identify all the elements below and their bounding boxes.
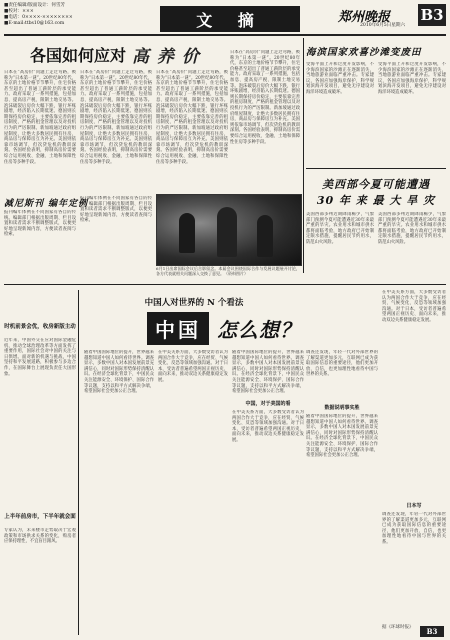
article-5-body: 近年来，中国外交在应对国际金融危机、推动全球治理改革等方面发挥了重要作用，国际社会对中国的关注与日俱增。面对新的机遇与挑战，中国坚持和平发展道路，积极参与多边合作，在国际舞台上展现负责任大国形象。 bbox=[4, 338, 76, 377]
section-banner: 文 摘 bbox=[160, 6, 300, 32]
photo-figure-left bbox=[179, 213, 195, 253]
article-4-body-col2: 报刊编年体例在不同国家有各自的传统。编辑部门根据出版周期、栏目设置和读者需求不断调整版式，以便更好地呈现新闻内容，方便读者查阅与检索。 bbox=[80, 196, 152, 224]
photo-caption: 6月1日出席国际会议后合影留念。本届会议围绕国际合作与发展议题展开讨论，各方代表就相关问题深入交换了意见。（资料图片） bbox=[156, 266, 300, 276]
article-6-subhead-1: 中国，对于美国的看 bbox=[245, 401, 291, 407]
news-photo bbox=[156, 194, 302, 266]
editor-line: ■责任编辑/版面设计：何雪芳 bbox=[4, 3, 66, 8]
article-1-title-text: 各国如何应对 bbox=[30, 45, 127, 65]
article-6-body-col3: 随着中国国际地位的提升，世界越来越想知道中国人如何看待世界。调查显示，多数中国人对本国发展前景充满信心，同时对国际形势保持清醒认识。在经济全球化背景下，中国民众关注能源安全、环境保护、国际合作等议题，支持以和平方式解决争端，希望国际社会更加公正合理。 bbox=[232, 350, 304, 395]
article-1-body-col4: 日本在“高房价”问题上走过弯路，被称为“日本第一谜”。20世纪80年代，东京的土地价格节节攀升，住宅价格甚至超出了普通工薪阶层的承受能力。政府采取了一系列措施，包括加息、提高房产税、限制土地交易等。泡沫破裂后房价大幅下跌，银行坏账剧增，经济陷入长期低迷。德国则长期保持房价稳定，主要依靠完善的租房制度、严格的租金管理以及对投机行为的严厉限制。新加坡通过政府组屋制度，让绝大多数居民拥有住房，商品房与保障房互为补充。美国则依靠市场调节，但次贷危机的教训深刻。各国经验表明，抑制高房价需要综合运用税收、金融、土地和保障性住房等多种手段。 bbox=[230, 50, 300, 145]
article-3-body-col2: 美国西部多州近期降雨稀少，气象部门预测今夏可能遭遇近30年来最严重的旱灾。农业用水和城市供水都将面临考验，地方政府已开始制定限水措施，提醒居民节约用水，防范山火风险。 bbox=[378, 212, 446, 245]
lower-divider bbox=[4, 284, 446, 285]
article-2-body-col1: 受海平面上升和过度开发影响，不少海滨国家的沙滩正在逐渐消失，当地旅游业面临严重冲击。专家建议，各国应加强海岸保护，科学规划滨海开发项目，避免无序建设对海洋环境造成破坏。 bbox=[306, 62, 374, 95]
photo-figure-center bbox=[217, 207, 237, 257]
article-5-subtitle-2: 上半年前房市，下半年就会面 bbox=[4, 514, 76, 520]
article-1-body-col2: 日本在“高房价”问题上走过弯路，被称为“日本第一谜”。20世纪80年代，东京的土地价格节节攀升，住宅价格甚至超出了普通工薪阶层的承受能力。政府采取了一系列措施，包括加息、提高房产税、限制土地交易等。泡沫破裂后房价大幅下跌，银行坏账剧增，经济陷入长期低迷。德国则长期保持房价稳定，主要依靠完善的租房制度、严格的租金管理以及对投机行为的严厉限制。新加坡通过政府组屋制度，让绝大多数居民拥有住房，商品房与保障房互为补充。美国则依靠市场调节，但次贷危机的教训深刻。各国经验表明，抑制高房价需要综合运用税收、金融、土地和保障性住房等多种手段。 bbox=[80, 70, 152, 165]
article-6-title: 中国 bbox=[147, 312, 209, 345]
footer-page-number: B3 bbox=[420, 626, 444, 637]
right-column-rule bbox=[303, 38, 304, 273]
page-code: B3 bbox=[418, 4, 446, 26]
article-1-body-col1: 日本在“高房价”问题上走过弯路，被称为“日本第一谜”。20世纪80年代，东京的土地价格节节攀升，住宅价格甚至超出了普通工薪阶层的承受能力。政府采取了一系列措施，包括加息、提高房产税、限制土地交易等。泡沫破裂后房价大幅下跌，银行坏账剧增，经济陷入长期低迷。德国则长期保持房价稳定，主要依靠完善的租房制度、严格的租金管理以及对投机行为的严厉限制。新加坡通过政府组屋制度，让绝大多数居民拥有住房，商品房与保障房互为补充。美国则依靠市场调节，但次贷危机的教训深刻。各国经验表明，抑制高房价需要综合运用税收、金融、土地和保障性住房等多种手段。 bbox=[4, 70, 76, 165]
article-4-title: 减尼斯刊 编年定例 bbox=[4, 199, 89, 209]
article-5-body-2: 专家认为，未来楼市走势取决于宏观政策和市场供求关系的变化，购房者应保持理性，不宜盲目跟风。 bbox=[4, 528, 76, 545]
article-3-title-2: 30 年 来 最 大 旱 灾 bbox=[316, 194, 436, 207]
article-6-body-col3b: 在中美关系方面，大多数受访者认为两国合作大于竞争，应在经贸、气候变化、反恐等领域加强沟通。对于日本，受访者普遍希望两国正视历史、面向未来，推动双边关系健康稳定发展。 bbox=[232, 410, 304, 443]
article-1-title bbox=[30, 43, 230, 65]
article-1-title-brush: 高 养 价 bbox=[132, 46, 200, 67]
left-column-rule bbox=[78, 290, 79, 635]
article-6-kicker: 中国人对世界的 N 个看法 bbox=[144, 298, 244, 308]
article-3-top-rule bbox=[306, 168, 446, 169]
email-line: ■E-mail:ttbs10@163.com bbox=[4, 21, 65, 26]
article-6-body-col4b: 随着中国国际地位的提升，世界越来越想知道中国人如何看待世界。调查显示，多数中国人对本国发展前景充满信心，同时对国际形势保持清醒认识。在经济全球化背景下，中国民众关注能源安全、环境保护、国际合作等议题，支持以和平方式解决争端，希望国际社会更加公正合理。 bbox=[306, 414, 378, 459]
masthead-info bbox=[4, 3, 114, 27]
article-6-subhead-3: 日本写 bbox=[406, 503, 422, 509]
footer-source: 据《环球时报》 bbox=[382, 625, 414, 630]
header-rule bbox=[4, 34, 446, 36]
article-6-body-col5b: 调查还发现，年轻一代对外部世界的了解渠道更加多元，互联网已成为获取国际信息的重要途径，他们更加开放、自信，也更加理性地看待中国与世界的关系。 bbox=[382, 512, 446, 545]
article-6-title-band bbox=[84, 312, 364, 344]
phone-line: ■电话：0××××-×××××××× bbox=[4, 15, 73, 20]
article-1-body-col3: 日本在“高房价”问题上走过弯路，被称为“日本第一谜”。20世纪80年代，东京的土地价格节节攀升，住宅价格甚至超出了普通工薪阶层的承受能力。政府采取了一系列措施，包括加息、提高房产税、限制土地交易等。泡沫破裂后房价大幅下跌，银行坏账剧增，经济陷入长期低迷。德国则长期保持房价稳定，主要依靠完善的租房制度、严格的租金管理以及对投机行为的严厉限制。新加坡通过政府组屋制度，让绝大多数居民拥有住房，商品房与保障房互为补充。美国则依靠市场调节，但次贷危机的教训深刻。各国经验表明，抑制高房价需要综合运用税收、金融、土地和保障性住房等多种手段。 bbox=[156, 70, 228, 165]
article-2-body-col2: 受海平面上升和过度开发影响，不少海滨国家的沙滩正在逐渐消失，当地旅游业面临严重冲击。专家建议，各国应加强海岸保护，科学规划滨海开发项目，避免无序建设对海洋环境造成破坏。 bbox=[378, 62, 446, 95]
article-4-body-col1: 报刊编年体例在不同国家有各自的传统。编辑部门根据出版周期、栏目设置和读者需求不断调整版式，以便更好地呈现新闻内容，方便读者查阅与检索。 bbox=[4, 210, 76, 238]
article-5-subtitle: 时机前景会优，收房新版主动 bbox=[4, 324, 76, 330]
article-2-title: 海滨国家欢喜沙滩变废田 bbox=[306, 47, 422, 58]
article-6-body-col4: 调查还发现，年轻一代对外部世界的了解渠道更加多元，互联网已成为获取国际信息的重要途径，他们更加开放、自信，也更加理性地看待中国与世界的关系。 bbox=[306, 350, 378, 378]
article-3-title-1: 美西部今夏可能遭遇 bbox=[322, 178, 430, 191]
article-6-subhead-2: 数据说明事实胜 bbox=[324, 405, 360, 411]
photo-figure-right bbox=[257, 215, 273, 257]
proof-line: ■校对：××× bbox=[4, 9, 34, 14]
paper-name: 郑州晚报 bbox=[338, 10, 391, 25]
article-6-title-brush: 怎么想？ bbox=[217, 317, 301, 342]
article-6-body-col2: 在中美关系方面，大多数受访者认为两国合作大于竞争，应在经贸、气候变化、反恐等领域加强沟通。对于日本，受访者普遍希望两国正视历史、面向未来，推动双边关系健康稳定发展。 bbox=[158, 350, 228, 383]
article-6-body-col1: 随着中国国际地位的提升，世界越来越想知道中国人如何看待世界。调查显示，多数中国人对本国发展前景充满信心，同时对国际形势保持清醒认识。在经济全球化背景下，中国民众关注能源安全、环境保护、国际合作等议题，支持以和平方式解决争端，希望国际社会更加公正合理。 bbox=[84, 350, 154, 395]
article-6-body-col5: 在中美关系方面，大多数受访者认为两国合作大于竞争，应在经贸、气候变化、反恐等领域加强沟通。对于日本，受访者普遍希望两国正视历史、面向未来，推动双边关系健康稳定发展。 bbox=[382, 290, 446, 323]
date-line: 2010年6月5日星期六 bbox=[360, 23, 406, 28]
article-3-body-col1: 美国西部多州近期降雨稀少，气象部门预测今夏可能遭遇近30年来最严重的旱灾。农业用水和城市供水都将面临考验，地方政府已开始制定限水措施，提醒居民节约用水，防范山火风险。 bbox=[306, 212, 374, 245]
